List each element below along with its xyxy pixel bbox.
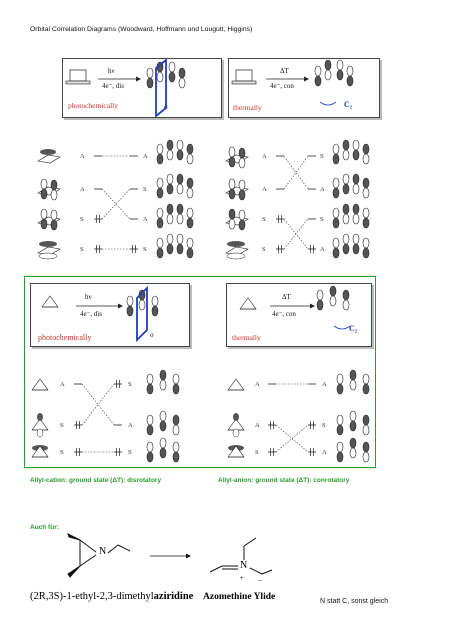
butadiene-thermal-axis-label: C₂ <box>344 100 353 109</box>
al-left-rlabel-1: S <box>128 381 132 388</box>
bd-right-label-1: A <box>262 153 267 160</box>
bd-right-label-4: S <box>262 246 266 253</box>
aziridine-name-prefix: (2R,3S)-1-ethyl-2,3-dimethyl <box>30 591 154 602</box>
plus-charge: + <box>240 576 244 582</box>
al-right-label-1: A <box>255 381 260 388</box>
al-left-label-1: A <box>60 381 65 388</box>
bd-left-label-4: S <box>80 246 84 253</box>
allyl-thermal-axis-label: C₂ <box>349 324 358 333</box>
al-left-rlabel-2: A <box>128 422 133 429</box>
al-left-rlabel-3: S <box>128 449 132 456</box>
al-left-label-2: S <box>60 422 64 429</box>
nitrogen-note: N statt C, sonst gleich <box>320 598 389 605</box>
bd-left-rlabel-3: A <box>143 216 148 223</box>
al-right-label-3: S <box>255 449 259 456</box>
butadiene-photo-mode: photochemically <box>68 101 118 110</box>
allyl-photo-arrow-bottom: 4e⁻, dis <box>80 310 102 318</box>
bd-left-label-3: S <box>80 216 84 223</box>
azomethine-ylide-structure <box>210 538 272 574</box>
butadiene-photo-arrow-bottom: 4e⁻, dis <box>102 82 124 90</box>
bd-right-label-3: S <box>262 216 266 223</box>
allyl-photo-plane-label: σ <box>150 331 154 339</box>
allyl-anion-caption: Allyl-anion: ground state (ΔT): conrotatory <box>218 477 350 484</box>
allyl-thermal-mode: thermally <box>232 333 261 342</box>
butadiene-photo-reactant <box>66 70 90 84</box>
butadiene-right-mo-diagram <box>226 140 369 259</box>
bd-left-label-1: A <box>80 153 85 160</box>
bd-right-label-2: A <box>262 186 267 193</box>
bd-right-rlabel-4: A <box>320 246 325 253</box>
bd-right-rlabel-2: A <box>320 186 325 193</box>
butadiene-thermal-mode: thermally <box>233 103 262 112</box>
bd-right-rlabel-3: S <box>320 216 324 223</box>
allyl-rotation-axis-icon <box>334 326 350 329</box>
bd-left-rlabel-4: S <box>143 246 147 253</box>
butadiene-photo-plane-label: σ <box>164 103 168 111</box>
bd-left-rlabel-2: S <box>143 186 147 193</box>
butadiene-thermal-arrow-bottom: 4e⁻, con <box>270 82 294 90</box>
allyl-photo-arrow-top: hν <box>85 293 92 301</box>
bd-right-rlabel-1: S <box>320 153 324 160</box>
minus-charge: – <box>258 578 262 584</box>
also-for-caption: Auch für: <box>30 524 59 531</box>
al-right-rlabel-2: S <box>322 422 326 429</box>
aziridine-structure <box>68 534 130 577</box>
al-right-rlabel-3: A <box>322 449 327 456</box>
document-title: Orbital Correlation Diagrams (Woodward, Hoffmann und Lougutt, Higgins) <box>30 26 253 33</box>
bd-left-rlabel-1: A <box>143 153 148 160</box>
butadiene-thermal-reactant <box>232 70 256 84</box>
aziridine-name-bold: aziridine <box>153 591 194 602</box>
butadiene-thermal-arrow-top: ΔT <box>280 67 289 75</box>
aziridine-n-atom: N <box>99 546 107 557</box>
allyl-cation-caption: Allyl-cation: ground state (ΔT): disrotatory <box>30 477 162 484</box>
al-left-label-3: S <box>60 449 64 456</box>
allyl-photo-mode: photochemically <box>38 333 92 342</box>
butadiene-left-mo-diagram <box>38 140 193 259</box>
rotation-axis-icon <box>320 102 336 105</box>
butadiene-photo-arrow-top: hν <box>108 67 115 75</box>
allyl-right-mo-diagram <box>228 370 369 462</box>
ylide-n-atom: N <box>240 560 248 571</box>
al-right-label-2: A <box>255 422 260 429</box>
bd-left-label-2: A <box>80 186 85 193</box>
al-right-rlabel-1: A <box>322 381 327 388</box>
allyl-left-mo-diagram <box>32 370 179 462</box>
azomethine-ylide-label: Azomethine Ylide <box>203 592 276 602</box>
allyl-thermal-arrow-top: ΔT <box>282 293 291 301</box>
allyl-thermal-arrow-bottom: 4e⁻, con <box>272 310 296 318</box>
